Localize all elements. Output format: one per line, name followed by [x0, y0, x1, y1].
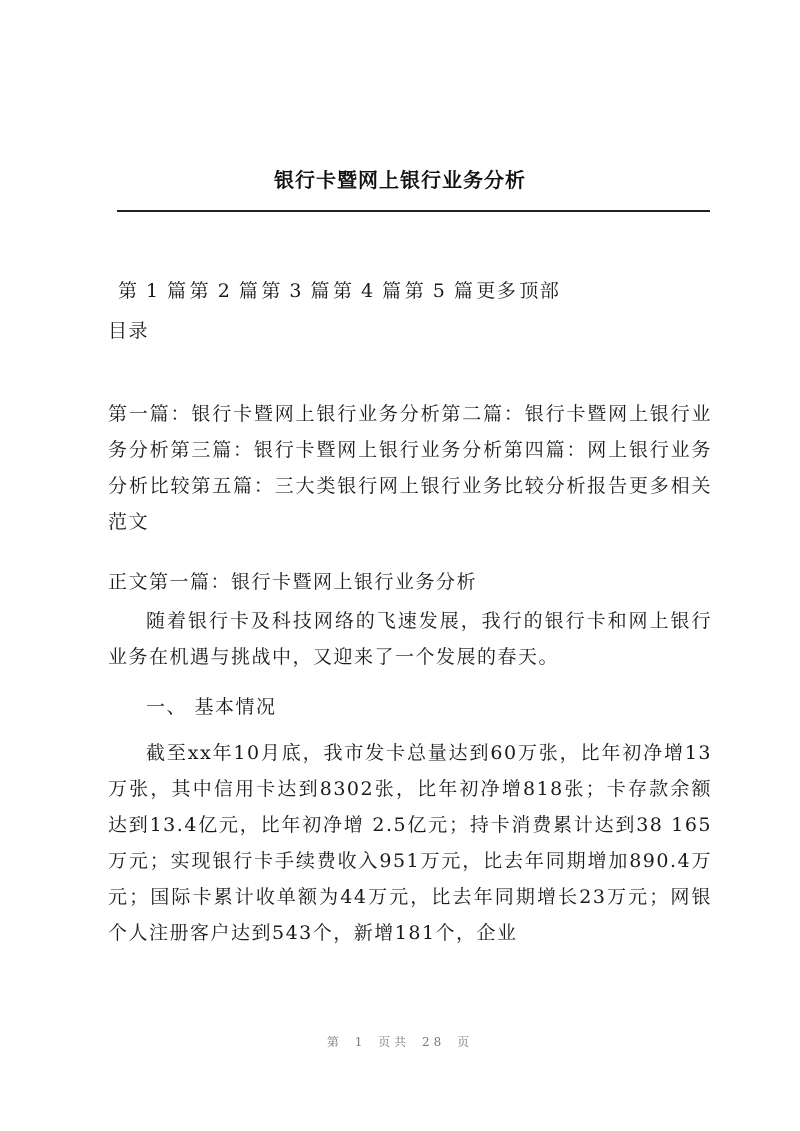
footer-prefix: 第: [326, 1035, 343, 1049]
document-title: 银行卡暨网上银行业务分析: [274, 168, 526, 192]
chapter-nav: [118, 276, 562, 303]
nav-link-chapter-1[interactable]: 第 1 篇: [118, 280, 188, 302]
page-footer: [0, 1033, 800, 1050]
title-divider: [117, 210, 710, 212]
nav-link-more[interactable]: 更多: [476, 280, 518, 302]
nav-link-chapter-5[interactable]: 第 5 篇: [404, 280, 475, 302]
nav-link-chapter-4[interactable]: 第 4 篇: [333, 280, 403, 302]
footer-page-number: 1: [354, 1035, 367, 1049]
intro-paragraph: 随着银行卡及科技网络的飞速发展，我行的银行卡和网上银行业务在机遇与挑战中，又迎来了一个发展的春天。: [108, 610, 712, 668]
basic-situation-paragraph: 截至xx年10月底，我市发卡总量达到60万张，比年初净增13万张，其中信用卡达到8302张，比年初净增818张；卡存款余额达到13.4亿元，比年初净增 2.5亿元；持卡消费累计达到38 165万元；实现银行卡手续费收入951万元，比去年同期增加890.4万元；国际卡累计收单额为44万元，比去年同期增长23万元；网银个人注册客户达到543个，新增181个，企业: [108, 742, 712, 944]
sub-heading-basic-situation: 一、 基本情况: [146, 696, 277, 718]
footer-suffix: 页: [457, 1035, 474, 1049]
nav-link-top[interactable]: 顶部: [519, 280, 561, 302]
toc-list: 第一篇：银行卡暨网上银行业务分析第二篇：银行卡暨网上银行业务分析第三篇：银行卡暨网上银行业务分析第四篇：网上银行业务分析比较第五篇：三大类银行网上银行业务比较分析报告更多相关范文: [108, 403, 712, 533]
toc-heading: 目录: [108, 320, 150, 342]
nav-link-chapter-3[interactable]: 第 3 篇: [261, 280, 332, 302]
footer-middle: 页共: [378, 1035, 411, 1049]
nav-link-chapter-2[interactable]: 第 2 篇: [189, 280, 260, 302]
footer-page-total: 28: [422, 1035, 446, 1049]
section-heading: 正文第一篇：银行卡暨网上银行业务分析: [108, 571, 478, 593]
